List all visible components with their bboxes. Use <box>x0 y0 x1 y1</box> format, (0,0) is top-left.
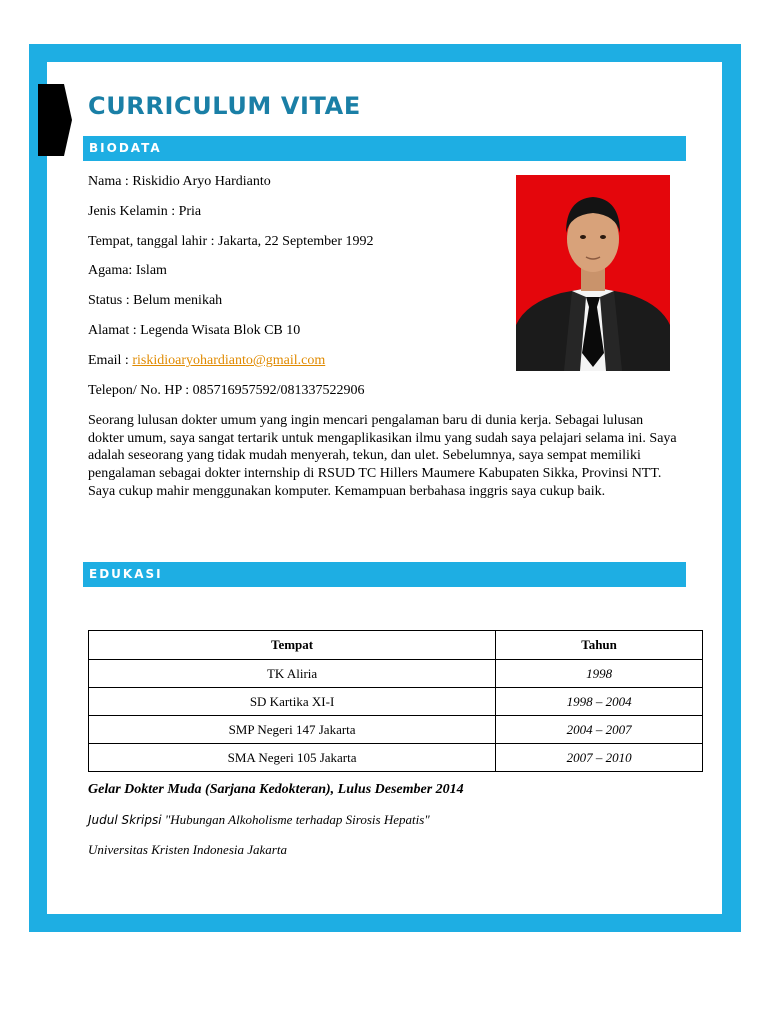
profile-photo <box>516 175 670 371</box>
bio-name: Nama : Riskidio Aryo Hardianto <box>88 174 271 189</box>
cell-tempat: TK Aliria <box>89 660 496 688</box>
bio-birth: Tempat, tanggal lahir : Jakarta, 22 September 1992 <box>88 234 374 249</box>
university-line: Universitas Kristen Indonesia Jakarta <box>88 842 287 857</box>
bio-religion: Agama: Islam <box>88 263 167 278</box>
table-row <box>89 688 703 716</box>
col-header-tahun: Tahun <box>496 631 703 660</box>
table-row <box>89 744 703 772</box>
cell-tahun: 1998 – 2004 <box>496 688 703 716</box>
bio-email <box>88 353 325 369</box>
table-row <box>89 660 703 688</box>
thesis-label: Judul Skripsi <box>88 813 162 827</box>
bookmark-tab-shape <box>38 84 72 156</box>
section-header-biodata: BIODATA <box>83 136 686 161</box>
profile-summary: Seorang lulusan dokter umum yang ingin mencari pengalaman baru di dunia kerja. Sebagai lulusan dokter umum, saya sangat tertarik untuk mengaplikasikan ilmu yang sudah saya pelajari selama ini. Saya adalah seseorang yang tidak mudah menyerah, tekun, dan ulet. Sebelumnya, saya sempat memiliki pengalaman sebagai dokter internship di RSUD TC Hillers Maumere Kabupaten Sikka, Provinsi NTT. Saya cukup mahir menggunakan komputer. Kemampuan berbahasa inggris saya cukup baik. <box>88 413 677 499</box>
cell-tahun: 1998 <box>496 660 703 688</box>
cell-tahun: 2007 – 2010 <box>496 744 703 772</box>
cell-tempat: SMP Negeri 147 Jakarta <box>89 716 496 744</box>
degree-line: Gelar Dokter Muda (Sarjana Kedokteran), Lulus Desember 2014 <box>88 782 464 797</box>
cell-tahun: 2004 – 2007 <box>496 716 703 744</box>
table-row <box>89 716 703 744</box>
email-link[interactable]: riskidioaryohardianto@gmail.com <box>132 353 326 368</box>
bio-gender: Jenis Kelamin : Pria <box>88 204 202 219</box>
bio-status: Status : Belum menikah <box>88 293 223 308</box>
thesis-title: "Hubungan Alkoholisme terhadap Sirosis Hepatis" <box>161 812 430 827</box>
education-table <box>88 630 703 772</box>
bio-address: Alamat : Legenda Wisata Blok CB 10 <box>88 323 301 338</box>
section-header-edukasi: EDUKASI <box>83 562 686 587</box>
email-label: Email : <box>88 353 133 368</box>
page-title: CURRICULUM VITAE <box>88 92 361 120</box>
col-header-tempat: Tempat <box>89 631 496 660</box>
table-header-row <box>89 631 703 660</box>
cell-tempat: SMA Negeri 105 Jakarta <box>89 744 496 772</box>
bio-phone: Telepon/ No. HP : 085716957592/081337522906 <box>88 383 365 398</box>
cell-tempat: SD Kartika XI-I <box>89 688 496 716</box>
thesis-line <box>88 812 430 828</box>
